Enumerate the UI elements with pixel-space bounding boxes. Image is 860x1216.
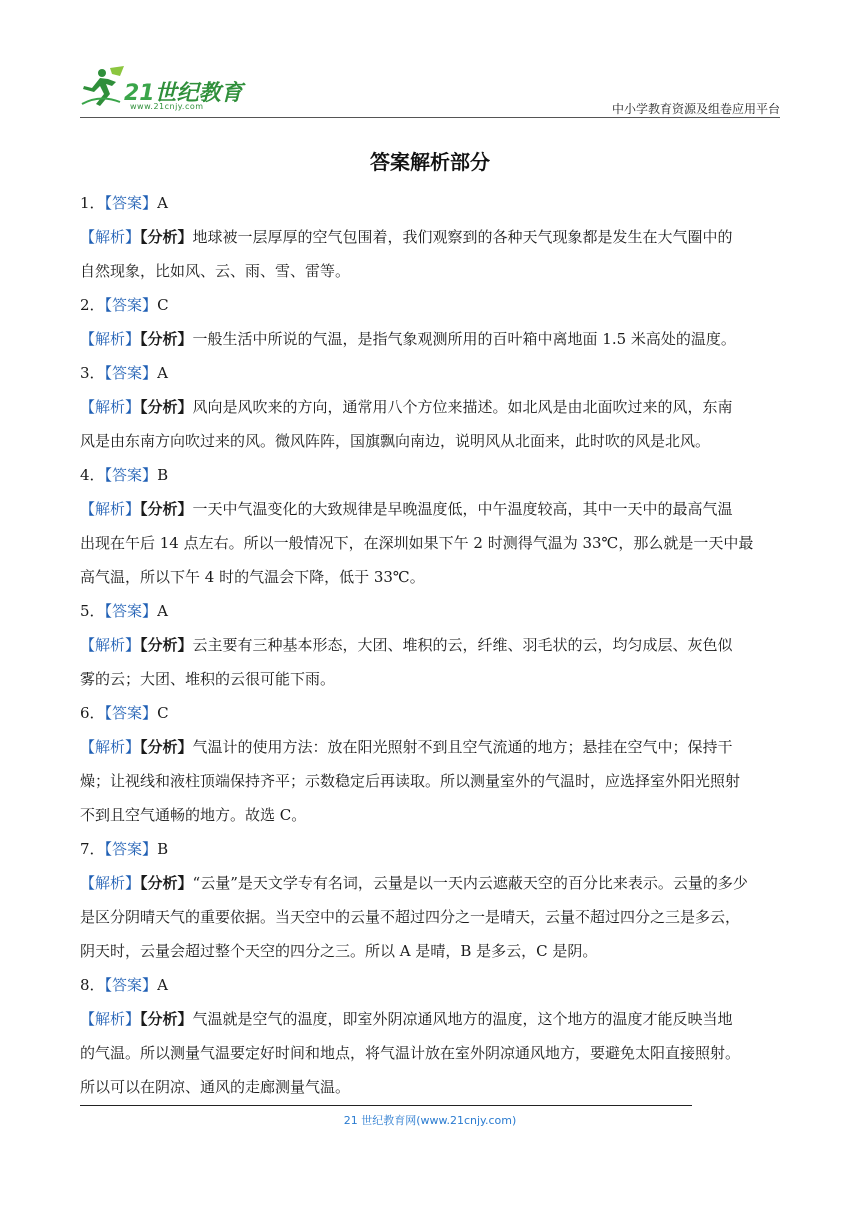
fenxi-label: 【分析】 [140, 1010, 193, 1028]
analysis-text: 风向是风吹来的方向，通常用八个方位来描述。如北风是由北面吹过来的风，东南 [192, 398, 733, 416]
analysis-line [80, 900, 780, 934]
analysis-text: 气温计的使用方法：放在阳光照射不到且空气流通的地方；悬挂在空气中；保持干 [192, 738, 733, 756]
site-logo [80, 64, 255, 114]
answer-value: A [157, 194, 168, 212]
analysis-line [80, 1002, 780, 1036]
answer-line [80, 186, 780, 220]
analysis-line [80, 1070, 780, 1104]
answer-value: A [157, 602, 168, 620]
analysis-line [80, 628, 780, 662]
runner-logo-icon [80, 64, 128, 110]
analysis-text: 气温就是空气的温度，即室外阴凉通风地方的温度，这个地方的温度才能反映当地 [192, 1010, 733, 1028]
analysis-text: 不到且空气通畅的地方。故选 C。 [80, 806, 307, 824]
analysis-label: 【解析】 [80, 1010, 141, 1028]
question-number: 3． [80, 364, 105, 382]
answer-label: 【答案】 [104, 194, 158, 212]
analysis-label: 【解析】 [80, 874, 141, 892]
answer-list [80, 186, 780, 1104]
fenxi-label: 【分析】 [140, 500, 193, 518]
question-number: 2． [80, 296, 105, 314]
fenxi-label: 【分析】 [140, 228, 193, 246]
answer-value: A [157, 364, 168, 382]
analysis-text: 的气温。所以测量气温要定好时间和地点，将气温计放在室外阴凉通风地方，要避免太阳直接照射。 [80, 1044, 741, 1062]
answer-value: C [157, 704, 169, 722]
analysis-text: 一般生活中所说的气温，是指气象观测所用的百叶箱中离地面 1.5 米高处的温度。 [192, 330, 736, 348]
analysis-line [80, 1036, 780, 1070]
analysis-line [80, 560, 780, 594]
answer-value: B [157, 840, 169, 858]
analysis-text: 出现在午后 14 点左右。所以一般情况下，在深圳如果下午 2 时测得气温为 33℃，那么就是一天中最 [80, 534, 754, 552]
analysis-text: 所以可以在阴凉、通风的走廊测量气温。 [80, 1078, 351, 1096]
answer-value: A [157, 976, 168, 994]
analysis-line [80, 492, 780, 526]
analysis-line [80, 730, 780, 764]
analysis-text: “云量”是天文学专有名词，云量是以一天内云遮蔽天空的百分比来表示。云量的多少 [192, 874, 748, 892]
analysis-line [80, 424, 780, 458]
footer-text: 21 世纪教育网(www.21cnjy.com) [343, 1114, 517, 1127]
analysis-line [80, 220, 780, 254]
logo-number: 21 [124, 81, 155, 106]
answer-line [80, 594, 780, 628]
question-number: 7． [80, 840, 105, 858]
analysis-text: 云主要有三种基本形态，大团、堆积的云，纤维、羽毛状的云，均匀成层、灰色似 [192, 636, 733, 654]
analysis-label: 【解析】 [80, 228, 141, 246]
analysis-line [80, 390, 780, 424]
analysis-line [80, 526, 780, 560]
analysis-label: 【解析】 [80, 500, 141, 518]
answer-line [80, 356, 780, 390]
page-header [80, 60, 780, 120]
analysis-text: 高气温，所以下午 4 时的气温会下降，低于 33℃。 [80, 568, 425, 586]
analysis-text: 地球被一层厚厚的空气包围着，我们观察到的各种天气现象都是发生在大气圈中的 [192, 228, 733, 246]
analysis-text: 风是由东南方向吹过来的风。微风阵阵，国旗飘向南边，说明风从北面来，此时吹的风是北风。 [80, 432, 711, 450]
analysis-line [80, 254, 780, 288]
analysis-text: 自然现象，比如风、云、雨、雪、雷等。 [80, 262, 351, 280]
answer-line [80, 288, 780, 322]
answer-line [80, 696, 780, 730]
analysis-text: 一天中气温变化的大致规律是早晚温度低，中午温度较高，其中一天中的最高气温 [192, 500, 733, 518]
analysis-line [80, 866, 780, 900]
question-number: 8． [80, 976, 105, 994]
page-title: 答案解析部分 [370, 150, 490, 174]
analysis-line [80, 662, 780, 696]
answer-line [80, 968, 780, 1002]
answer-label: 【答案】 [104, 466, 158, 484]
analysis-text: 燥；让视线和液柱顶端保持齐平；示数稳定后再读取。所以测量室外的气温时，应选择室外阳光照射 [80, 772, 741, 790]
platform-label: 中小学教育资源及组卷应用平台 [611, 102, 780, 116]
fenxi-label: 【分析】 [140, 330, 193, 348]
analysis-text: 雾的云；大团、堆积的云很可能下雨。 [80, 670, 336, 688]
fenxi-label: 【分析】 [140, 874, 193, 892]
footer-divider [80, 1105, 692, 1106]
analysis-text: 阴天时，云量会超过整个天空的四分之三。所以 A 是晴，B 是多云，C 是阴。 [80, 942, 598, 960]
answer-line [80, 832, 780, 866]
answer-label: 【答案】 [104, 840, 158, 858]
question-number: 5． [80, 602, 105, 620]
answer-label: 【答案】 [104, 976, 158, 994]
question-number: 1． [80, 194, 105, 212]
analysis-label: 【解析】 [80, 330, 141, 348]
answer-value: B [157, 466, 169, 484]
analysis-label: 【解析】 [80, 636, 141, 654]
question-number: 6． [80, 704, 105, 722]
analysis-line [80, 764, 780, 798]
analysis-text: 是区分阴晴天气的重要依据。当天空中的云量不超过四分之一是晴天，云量不超过四分之三是多云， [80, 908, 741, 926]
analysis-line [80, 798, 780, 832]
answer-label: 【答案】 [104, 364, 158, 382]
analysis-line [80, 322, 780, 356]
answer-value: C [157, 296, 169, 314]
fenxi-label: 【分析】 [140, 738, 193, 756]
answer-label: 【答案】 [104, 704, 158, 722]
answer-line [80, 458, 780, 492]
fenxi-label: 【分析】 [140, 398, 193, 416]
answer-label: 【答案】 [104, 296, 158, 314]
question-number: 4． [80, 466, 105, 484]
analysis-line [80, 934, 780, 968]
analysis-label: 【解析】 [80, 738, 141, 756]
logo-url: www.21cnjy.com [130, 102, 204, 111]
logo-chinese: 世纪教育 [154, 81, 243, 106]
header-divider [80, 117, 780, 118]
fenxi-label: 【分析】 [140, 636, 193, 654]
analysis-label: 【解析】 [80, 398, 141, 416]
answer-label: 【答案】 [104, 602, 158, 620]
